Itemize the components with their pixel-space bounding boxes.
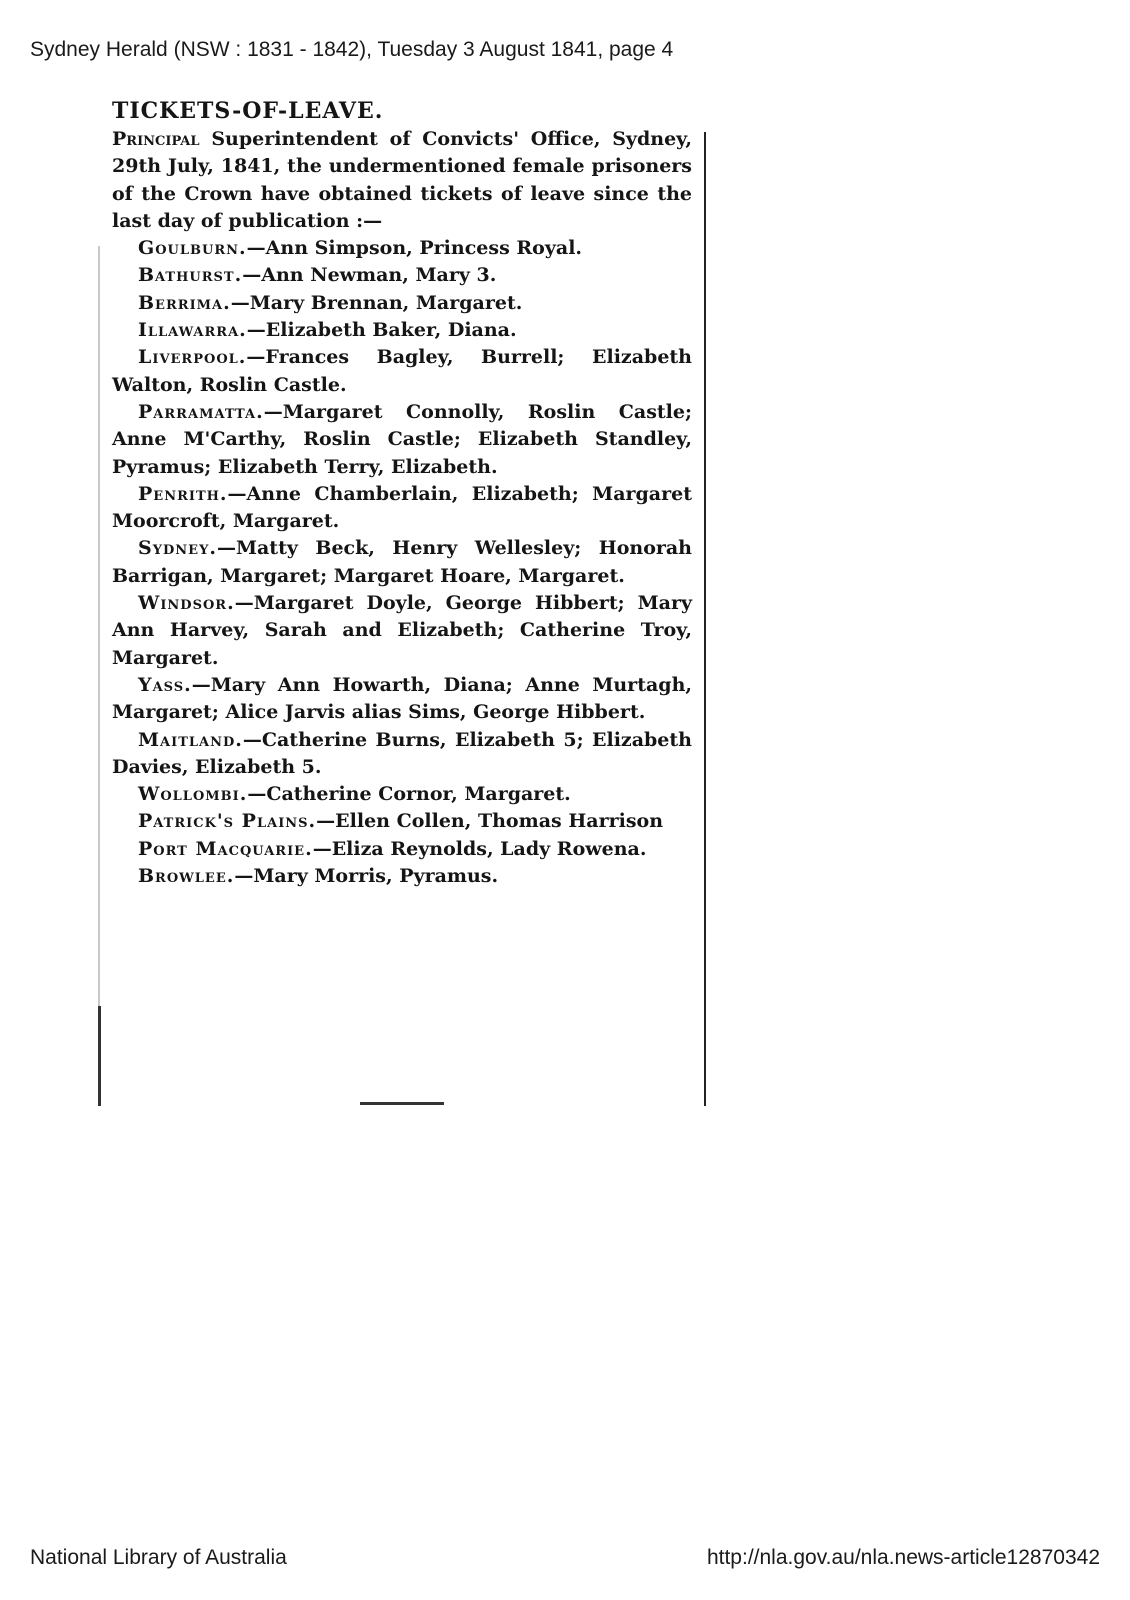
place-name: Berrima.: [138, 291, 231, 314]
entry-text: —Margaret Doyle, George Hibbert; Mary Ann Harvey, Sarah and Elizabeth; Catherine Troy, Margaret.: [112, 592, 692, 669]
entry-text: —Ann Newman, Mary 3.: [242, 264, 497, 287]
article-intro: [112, 126, 692, 235]
list-item-illawarra: [112, 317, 692, 344]
list-item-sydney: [112, 535, 692, 590]
place-name: Sydney.: [138, 537, 217, 560]
list-item-bathurst: [112, 262, 692, 289]
entry-text: —Eliza Reynolds, Lady Rowena.: [312, 837, 647, 860]
list-item-maitland: [112, 727, 692, 782]
place-name: Port Macquarie.: [138, 837, 313, 860]
list-item-parramatta: [112, 399, 692, 481]
place-name: Illawarra.: [138, 319, 247, 342]
list-item-liverpool: [112, 344, 692, 399]
entry-text: —Mary Ann Howarth, Diana; Anne Murtagh, Margaret; Alice Jarvis alias Sims, George Hibbert.: [112, 673, 692, 724]
entry-text: —Ann Simpson, Princess Royal.: [246, 237, 583, 260]
list-item-browlee: [112, 863, 692, 890]
place-name: Penrith.: [138, 482, 228, 505]
article-body: [112, 96, 692, 890]
place-name: Windsor.: [138, 592, 235, 615]
footer-publisher: National Library of Australia: [30, 1546, 287, 1569]
column-rule-right: [704, 132, 706, 1106]
entry-text: —Catherine Burns, Elizabeth 5; Elizabeth Davies, Elizabeth 5.: [112, 728, 692, 778]
column-rule-left: [98, 246, 100, 1106]
intro-text: Superintendent of Convicts' Office, Sydney, 29th July, 1841, the undermentioned female prisoners of the Crown have obtained tickets of leave since the last day of publication :—: [112, 128, 692, 232]
entry-text: —Elizabeth Baker, Diana.: [246, 319, 517, 342]
place-name: Goulburn.: [138, 237, 247, 260]
place-name: Bathurst.: [138, 264, 243, 287]
newspaper-clipping: [98, 96, 706, 1106]
place-name: Browlee.: [138, 865, 235, 888]
place-name: Liverpool.: [138, 346, 247, 369]
article-end-rule: [360, 1102, 444, 1105]
list-item-windsor: [112, 590, 692, 672]
list-item-yass: [112, 672, 692, 727]
list-item-goulburn: [112, 235, 692, 262]
entry-text: —Matty Beck, Henry Wellesley; Honorah Barrigan, Margaret; Margaret Hoare, Margaret.: [112, 537, 692, 587]
list-item-port-macquarie: [112, 836, 692, 863]
footer-url: http://nla.gov.au/nla.news-article12870342: [706, 1546, 1100, 1569]
list-item-berrima: [112, 290, 692, 317]
entry-text: —Margaret Connolly, Roslin Castle; Anne M'Carthy, Roslin Castle; Elizabeth Standley, Pyramus; Elizabeth Terry, Elizabeth.: [112, 400, 692, 478]
list-item-wollombi: [112, 781, 692, 808]
place-name: Patrick's Plains.: [138, 810, 317, 833]
entry-text: —Anne Chamberlain, Elizabeth; Margaret Moorcroft, Margaret.: [112, 482, 692, 533]
list-item-patricks-plains: [112, 808, 692, 835]
entry-text: —Mary Morris, Pyramus.: [234, 865, 499, 888]
intro-lead-word: Principal: [112, 128, 200, 150]
place-name: Wollombi.: [138, 783, 248, 806]
entry-text: —Frances Bagley, Burrell; Elizabeth Walton, Roslin Castle.: [112, 346, 692, 396]
column-rule-left-dark: [98, 1006, 101, 1106]
entry-text: —Mary Brennan, Margaret.: [230, 291, 523, 314]
list-item-penrith: [112, 481, 692, 536]
place-name: Parramatta.: [138, 400, 264, 423]
place-name: Yass.: [138, 673, 192, 696]
entry-text: —Ellen Collen, Thomas Harrison: [316, 810, 664, 833]
article-headline: TICKETS-OF-LEAVE.: [112, 98, 384, 124]
place-name: Maitland.: [138, 728, 243, 751]
page-header-source: Sydney Herald (NSW : 1831 - 1842), Tuesday 3 August 1841, page 4: [30, 38, 674, 61]
entry-text: —Catherine Cornor, Margaret.: [247, 783, 571, 806]
